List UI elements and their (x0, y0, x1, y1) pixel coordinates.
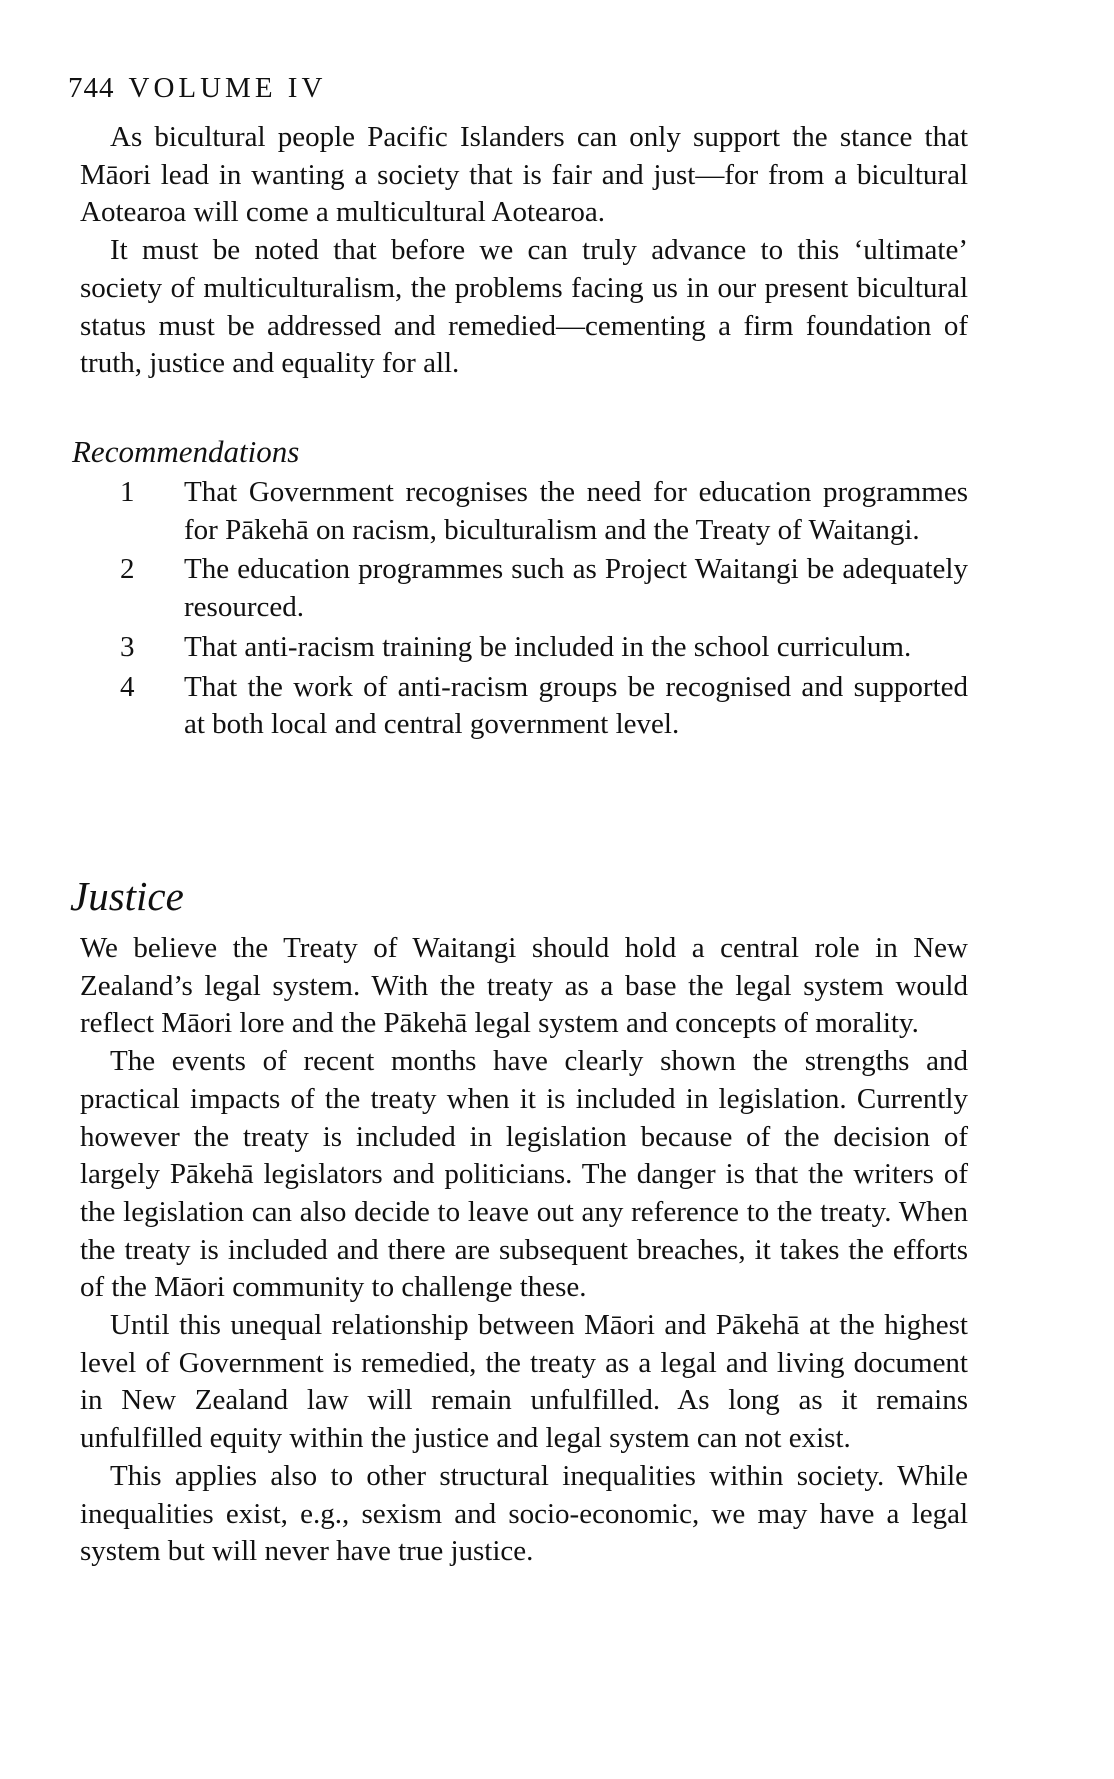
justice-paragraph: This applies also to other structural inequalities within society. While inequalities exist, e.g., sexism and socio-economic, we may have a legal system but will never have true justice. (80, 1459, 968, 1568)
list-item-text: That the work of anti-racism groups be recognised and supported at both local and central government level. (184, 670, 968, 741)
list-item-number: 2 (120, 553, 135, 586)
intro-section (80, 119, 968, 383)
list-item-number: 1 (120, 476, 135, 508)
intro-paragraph: It must be noted that before we can truly advance to this ‘ultimate’ society of multiculturalism, the problems facing us in our present bicultural status must be addressed and remedied—cementing a firm foundation of truth, justice and equality for all. (80, 234, 968, 380)
list-item-number: 3 (120, 630, 135, 663)
page-number: 744 (68, 72, 115, 104)
justice-paragraph: We believe the Treaty of Waitangi should hold a central role in New Zealand’s legal system. With the treaty as a base the legal system would reflect Māori lore and the Pākehā legal system and concepts of morality. (80, 932, 968, 1040)
list-item-text: The education programmes such as Project Waitangi be adequately resourced. (184, 553, 968, 624)
recommendations-list (120, 474, 968, 746)
list-item (120, 669, 968, 744)
list-item-text: That Government recognises the need for education programmes for Pākehā on racism, biculturalism and the Treaty of Waitangi. (184, 476, 968, 546)
justice-paragraph: Until this unequal relationship between Māori and Pākehā at the highest level of Government is remedied, the treaty as a legal and living document in New Zealand law will remain unfulfilled. As long as it remains unfulfilled equity within the justice and legal system can not exist. (80, 1309, 968, 1455)
list-item-number: 4 (120, 670, 135, 703)
volume-label: VOLUME IV (128, 72, 327, 104)
list-item-text: That anti-racism training be included in the school curriculum. (184, 630, 912, 663)
list-item (120, 474, 968, 549)
list-item (120, 551, 968, 626)
running-head (68, 72, 326, 105)
justice-section (80, 930, 968, 1571)
list-item (120, 629, 968, 667)
intro-paragraph: As bicultural people Pacific Islanders can only support the stance that Māori lead in wanting a society that is fair and just—for from a bicultural Aotearoa will come a multicultural Aotearoa. (80, 121, 968, 229)
justice-heading: Justice (70, 873, 184, 919)
justice-paragraph: The events of recent months have clearly shown the strengths and practical impacts of the treaty when it is included in legislation. Currently however the treaty is included in legislation because of the decision of largely Pākehā legislators and politicians. The danger is that the writers of the legislation can also decide to leave out any reference to the treaty. When the treaty is included and there are subsequent breaches, it takes the efforts of the Māori community to challenge these. (80, 1045, 968, 1304)
recommendations-heading: Recommendations (72, 434, 300, 469)
